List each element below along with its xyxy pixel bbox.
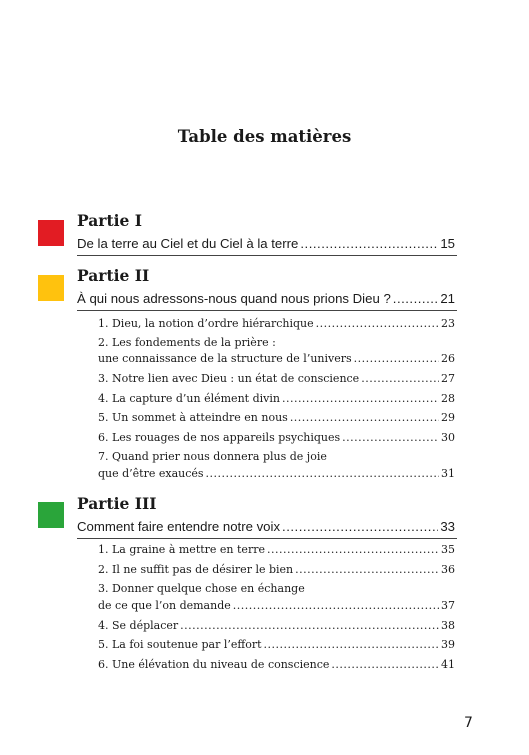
entry-page: 33 xyxy=(440,519,455,534)
toc-entry-part-title[interactable] xyxy=(77,236,455,252)
entry-text: De la terre au Ciel et du Ciel à la terre xyxy=(77,236,299,251)
entry-text-line1: 7. Quand prier nous donnera plus de joie xyxy=(98,450,327,463)
entry-text: 1. Dieu, la notion d’ordre hiérarchique xyxy=(98,317,314,330)
red-square-marker xyxy=(38,220,64,246)
dot-leader xyxy=(206,467,439,481)
entry-page: 21 xyxy=(440,291,455,306)
dot-leader xyxy=(300,236,438,252)
toc-entry[interactable] xyxy=(98,392,455,406)
toc-entry-part-title[interactable] xyxy=(77,291,455,307)
toc-entry[interactable] xyxy=(98,431,455,445)
dot-leader xyxy=(354,352,439,366)
entry-page: 38 xyxy=(441,619,455,632)
divider xyxy=(77,538,457,539)
entry-text: 5. La foi soutenue par l’effort xyxy=(98,638,262,651)
entry-page: 29 xyxy=(441,411,455,424)
toc-entry[interactable] xyxy=(98,467,455,481)
toc-entry[interactable] xyxy=(98,638,455,652)
toc-entry[interactable] xyxy=(98,543,455,557)
part-heading: Partie III xyxy=(77,494,157,513)
yellow-square-marker xyxy=(38,275,64,301)
entry-page: 36 xyxy=(441,563,455,576)
entry-text: que d’être exaucés xyxy=(98,467,204,480)
toc-entry[interactable] xyxy=(98,563,455,577)
entry-text: 6. Une élévation du niveau de conscience xyxy=(98,658,330,671)
entry-page: 37 xyxy=(441,599,455,612)
dot-leader xyxy=(233,599,439,613)
entry-text-line1: 2. Les fondements de la prière : xyxy=(98,336,276,349)
toc-entry-part-title[interactable] xyxy=(77,519,455,535)
entry-text: de ce que l’on demande xyxy=(98,599,231,612)
toc-entry[interactable] xyxy=(98,619,455,633)
toc-entry[interactable] xyxy=(98,658,455,672)
toc-entry[interactable] xyxy=(98,352,455,366)
page-number: 7 xyxy=(464,715,473,731)
entry-text: 6. Les rouages de nos appareils psychiques xyxy=(98,431,341,444)
entry-page: 39 xyxy=(441,638,455,651)
entry-text: Comment faire entendre notre voix xyxy=(77,519,281,534)
entry-text-line1: 3. Donner quelque chose en échange xyxy=(98,582,305,595)
entry-page: 41 xyxy=(441,658,455,671)
entry-text: À qui nous adressons-nous quand nous prions Dieu ? xyxy=(77,291,391,306)
dot-leader xyxy=(331,658,439,672)
dot-leader xyxy=(282,392,439,406)
green-square-marker xyxy=(38,502,64,528)
entry-page: 35 xyxy=(441,543,455,556)
entry-text: 2. Il ne suffit pas de désirer le bien xyxy=(98,563,294,576)
dot-leader xyxy=(393,291,439,307)
dot-leader xyxy=(264,638,439,652)
entry-text: 5. Un sommet à atteindre en nous xyxy=(98,411,288,424)
entry-page: 26 xyxy=(441,352,455,365)
dot-leader xyxy=(282,519,438,535)
entry-page: 31 xyxy=(441,467,455,480)
divider xyxy=(77,310,457,311)
entry-text: 4. Se déplacer xyxy=(98,619,179,632)
part-heading: Partie I xyxy=(77,211,143,230)
toc-title: Table des matières xyxy=(177,127,352,146)
entry-page: 28 xyxy=(441,392,455,405)
entry-page: 27 xyxy=(441,372,455,385)
toc-entry[interactable] xyxy=(98,372,455,386)
entry-text: 4. La capture d’un élément divin xyxy=(98,392,280,405)
dot-leader xyxy=(316,317,439,331)
dot-leader xyxy=(267,543,439,557)
entry-page: 30 xyxy=(441,431,455,444)
divider xyxy=(77,255,457,256)
toc-entry[interactable] xyxy=(98,317,455,331)
dot-leader xyxy=(342,431,439,445)
entry-text: une connaissance de la structure de l’univers xyxy=(98,352,352,365)
entry-page: 15 xyxy=(440,236,455,251)
entry-page: 23 xyxy=(441,317,455,330)
toc-entry[interactable] xyxy=(98,411,455,425)
entry-text: 3. Notre lien avec Dieu : un état de conscience xyxy=(98,372,360,385)
toc-entry[interactable] xyxy=(98,599,455,613)
dot-leader xyxy=(361,372,439,386)
dot-leader xyxy=(295,563,439,577)
dot-leader xyxy=(290,411,439,425)
part-heading: Partie II xyxy=(77,266,150,285)
entry-text: 1. La graine à mettre en terre xyxy=(98,543,265,556)
dot-leader xyxy=(180,619,439,633)
